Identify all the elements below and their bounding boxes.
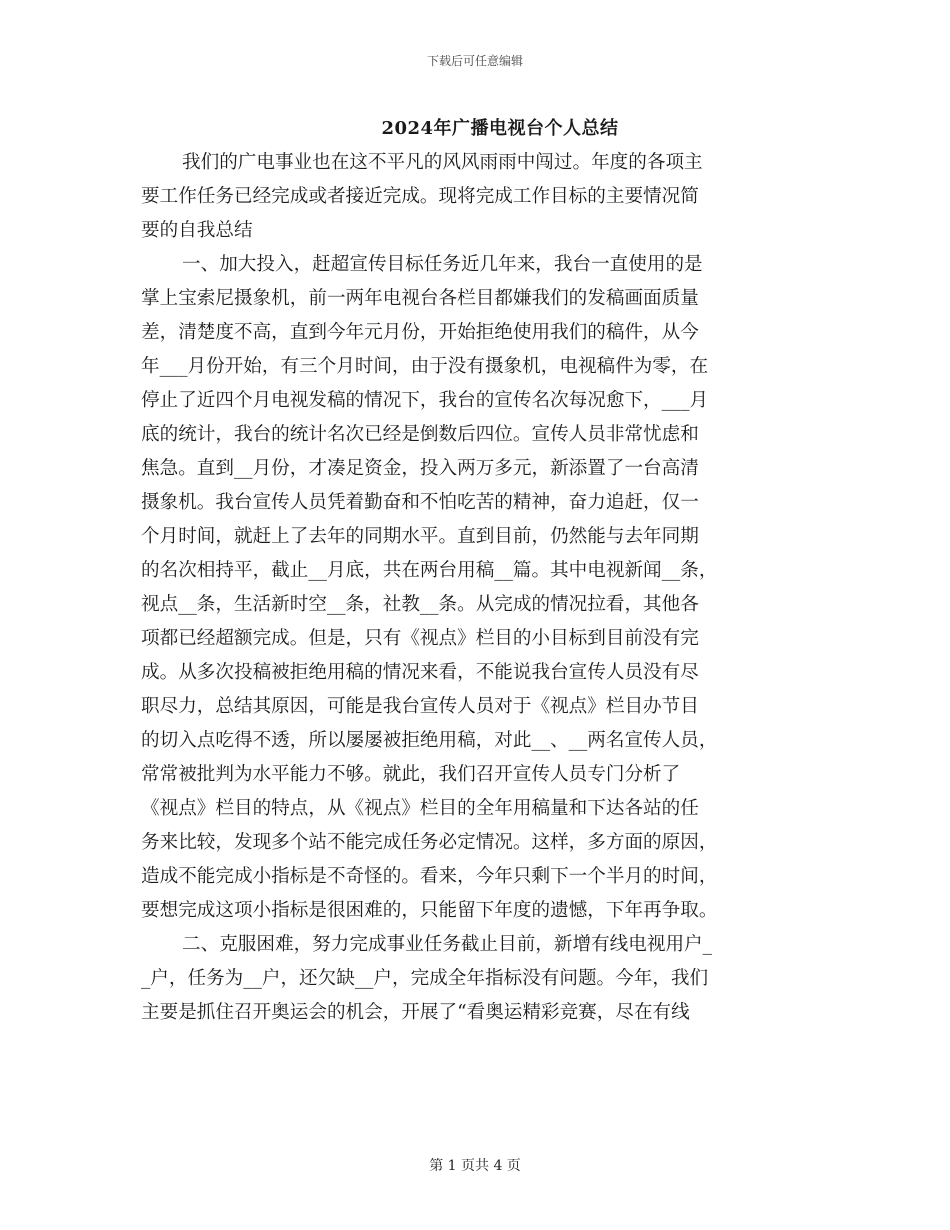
text-line: 个月时间，就赶上了去年的同期水平。直到目前，仍然能与去年同期 <box>141 526 699 547</box>
text-line: 要想完成这项小指标是很困难的，只能留下年度的遗憾，下年再争取。 <box>141 900 718 921</box>
text-line: 焦急。直到__月份，才凑足资金，投入两万多元，新添置了一台高清 <box>141 458 699 479</box>
text-line: 视点__条，生活新时空__条，社教__条。从完成的情况拉看，其他各 <box>141 594 699 615</box>
text-line: 主要是抓住召开奥运会的机会，开展了“看奥运精彩竞赛，尽在有线 <box>141 1002 690 1023</box>
text-line: 底的统计，我台的统计名次已经是倒数后四位。宣传人员非常忧虑和 <box>141 424 699 445</box>
text-line: _户，任务为__户，还欠缺__户，完成全年指标没有问题。今年，我们 <box>141 968 709 989</box>
text-line: 一、加大投入，赶超宣传目标任务近几年来，我台一直使用的是 <box>182 254 703 275</box>
text-line: 务来比较，发现多个站不能完成任务必定情况。这样，多方面的原因， <box>141 832 718 853</box>
text-line: 成。从多次投稿被拒绝用稿的情况来看，不能说我台宣传人员没有尽 <box>141 662 699 683</box>
text-line: 常常被批判为水平能力不够。就此，我们召开宣传人员专门分析了 <box>141 764 681 785</box>
text-line: 我们的广电事业也在这不平凡的风风雨雨中闯过。年度的各项主 <box>182 152 703 173</box>
text-line: 掌上宝索尼摄象机，前一两年电视台各栏目都嫌我们的发稿画面质量 <box>141 288 699 309</box>
text-line: 二、克服困难，努力完成事业任务截止目前，新增有线电视用户_ <box>182 934 712 955</box>
text-line: 造成不能完成小指标是不奇怪的。看来，今年只剩下一个半月的时间， <box>141 866 718 887</box>
text-line: 职尽力，总结其原因，可能是我台宣传人员对于《视点》栏目办节目 <box>141 696 699 717</box>
text-line: 摄象机。我台宣传人员凭着勤奋和不怕吃苦的精神，奋力追赶，仅一 <box>141 492 699 513</box>
text-line: 的名次相持平，截止__月底，共在两台用稿__篇。其中电视新闻__条， <box>141 560 718 581</box>
text-line: 项都已经超额完成。但是，只有《视点》栏目的小目标到目前没有完 <box>141 628 699 649</box>
document-title: 2024年广播电视台个人总结 <box>381 118 619 139</box>
text-line: 《视点》栏目的特点，从《视点》栏目的全年用稿量和下达各站的任 <box>141 798 699 819</box>
document-body <box>141 146 813 1030</box>
text-line: 的切入点吃得不透，所以屡屡被拒绝用稿，对此__、__两名宣传人员， <box>141 730 718 751</box>
text-line: 年___月份开始，有三个月时间，由于没有摄象机，电视稿件为零，在 <box>141 356 709 377</box>
text-line: 停止了近四个月电视发稿的情况下，我台的宣传名次每况愈下，___月 <box>141 390 709 411</box>
text-line: 差，清楚度不高，直到今年元月份，开始拒绝使用我们的稿件，从今 <box>141 322 699 343</box>
text-line: 要的自我总结 <box>141 220 253 241</box>
header-note: 下载后可任意编辑 <box>426 54 523 68</box>
page-number-footer: 第 1 页共 4 页 <box>429 1158 521 1174</box>
text-line: 要工作任务已经完成或者接近完成。现将完成工作目标的主要情况简 <box>141 186 699 207</box>
